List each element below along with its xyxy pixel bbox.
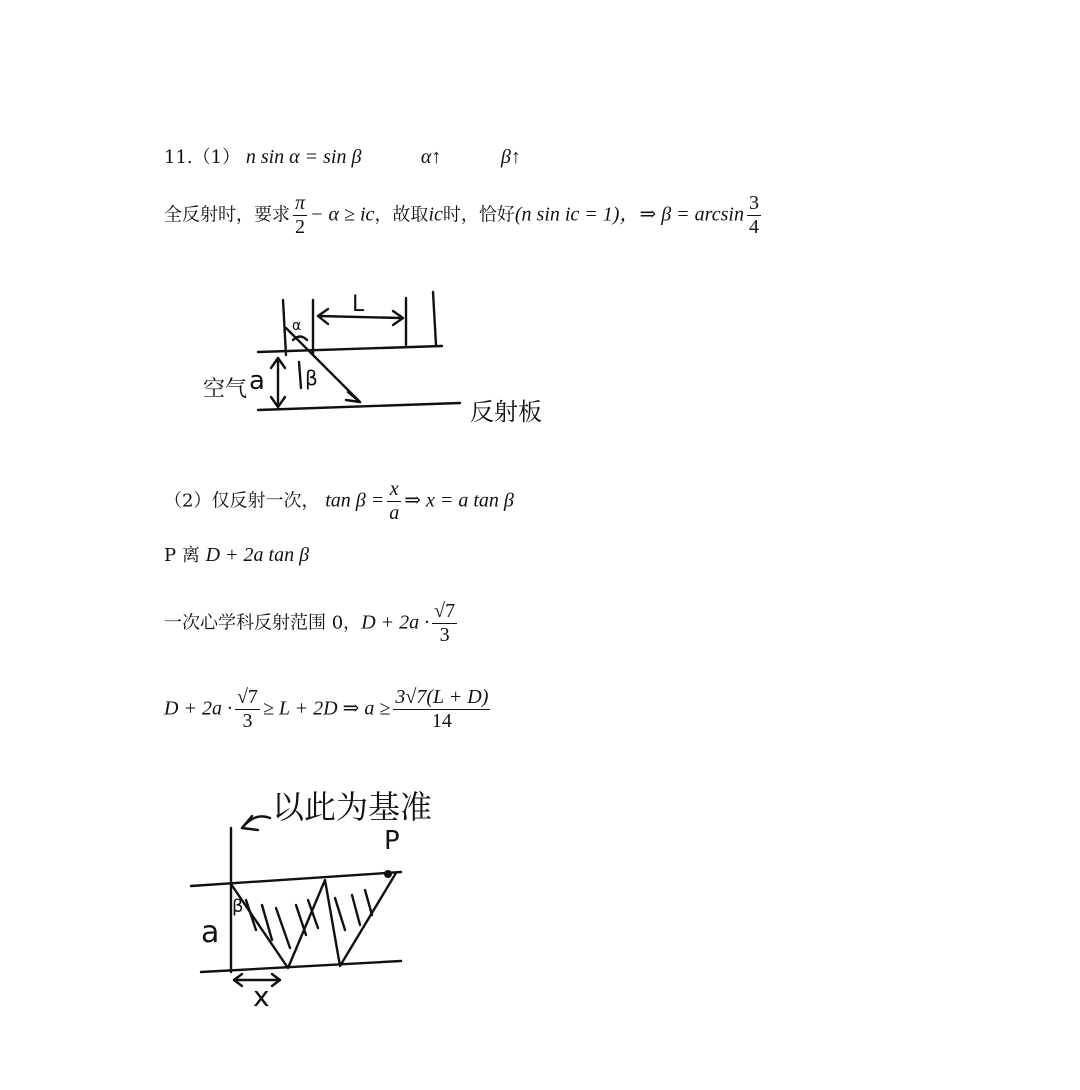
- sketch1-label-alpha: α: [292, 318, 302, 334]
- sketch1-label-a: a: [249, 366, 265, 396]
- ineq-middle: ≥ L + 2D ⇒ a ≥: [262, 697, 391, 720]
- sketch2-label-x: x: [253, 980, 270, 1013]
- part2-label: （2）仅反射一次，: [164, 490, 320, 512]
- beta-trend: β↑: [500, 146, 521, 168]
- sketch1-air-label: 空气: [203, 377, 248, 402]
- sketch1-label-beta: β: [305, 366, 318, 390]
- critical-condition: (n sin ic = 1): [514, 203, 620, 226]
- x-over-a: $\frac{x}{a}$: [389, 478, 400, 524]
- three-quarters: $\frac{3}{4}$: [748, 192, 759, 238]
- sketch1-plate-label: 反射板: [470, 398, 542, 426]
- alpha-trend: α↑: [420, 146, 442, 168]
- condition-expression: − α ≥ ic: [310, 203, 375, 226]
- sketch2-label-a: a: [201, 915, 220, 950]
- sqrt7-over-3: $\frac{√7}{3}$: [434, 600, 456, 646]
- p-prefix: P 离: [164, 545, 200, 566]
- pi-over-2: $\frac{\pi}{2}$: [295, 192, 306, 238]
- problem-label: 11.（1）: [164, 147, 241, 168]
- sketch1-label-L: L: [352, 292, 365, 317]
- condition-time: 时，恰好: [442, 204, 515, 226]
- ineq-result: $\frac{3√7(L + D)}{14}$: [395, 686, 489, 732]
- ineq-lhs: D + 2a ·: [164, 697, 232, 720]
- range-expression: D + 2a ·: [361, 611, 430, 634]
- beta-result: ，⇒ β = arcsin: [619, 203, 744, 226]
- condition-prefix: 全反射时，要求: [164, 204, 290, 226]
- range-prefix: 一次心学科反射范围 0，: [164, 612, 362, 634]
- condition-mid: ，故取: [374, 204, 429, 226]
- sketch2-label-beta: β: [232, 896, 244, 917]
- ineq-sqrt7-over-3: $\frac{√7}{3}$: [236, 686, 258, 732]
- sketch2-annotation: 以此为基准: [272, 788, 433, 826]
- x-equals: ⇒ x = a tan β: [404, 489, 514, 512]
- snell-equation: n sin α = sin β: [245, 146, 362, 168]
- tan-beta: tan β =: [325, 489, 385, 512]
- ic-symbol: ic: [428, 203, 443, 226]
- sketch2-label-P: P: [384, 826, 400, 856]
- p-distance: D + 2a tan β: [205, 544, 310, 566]
